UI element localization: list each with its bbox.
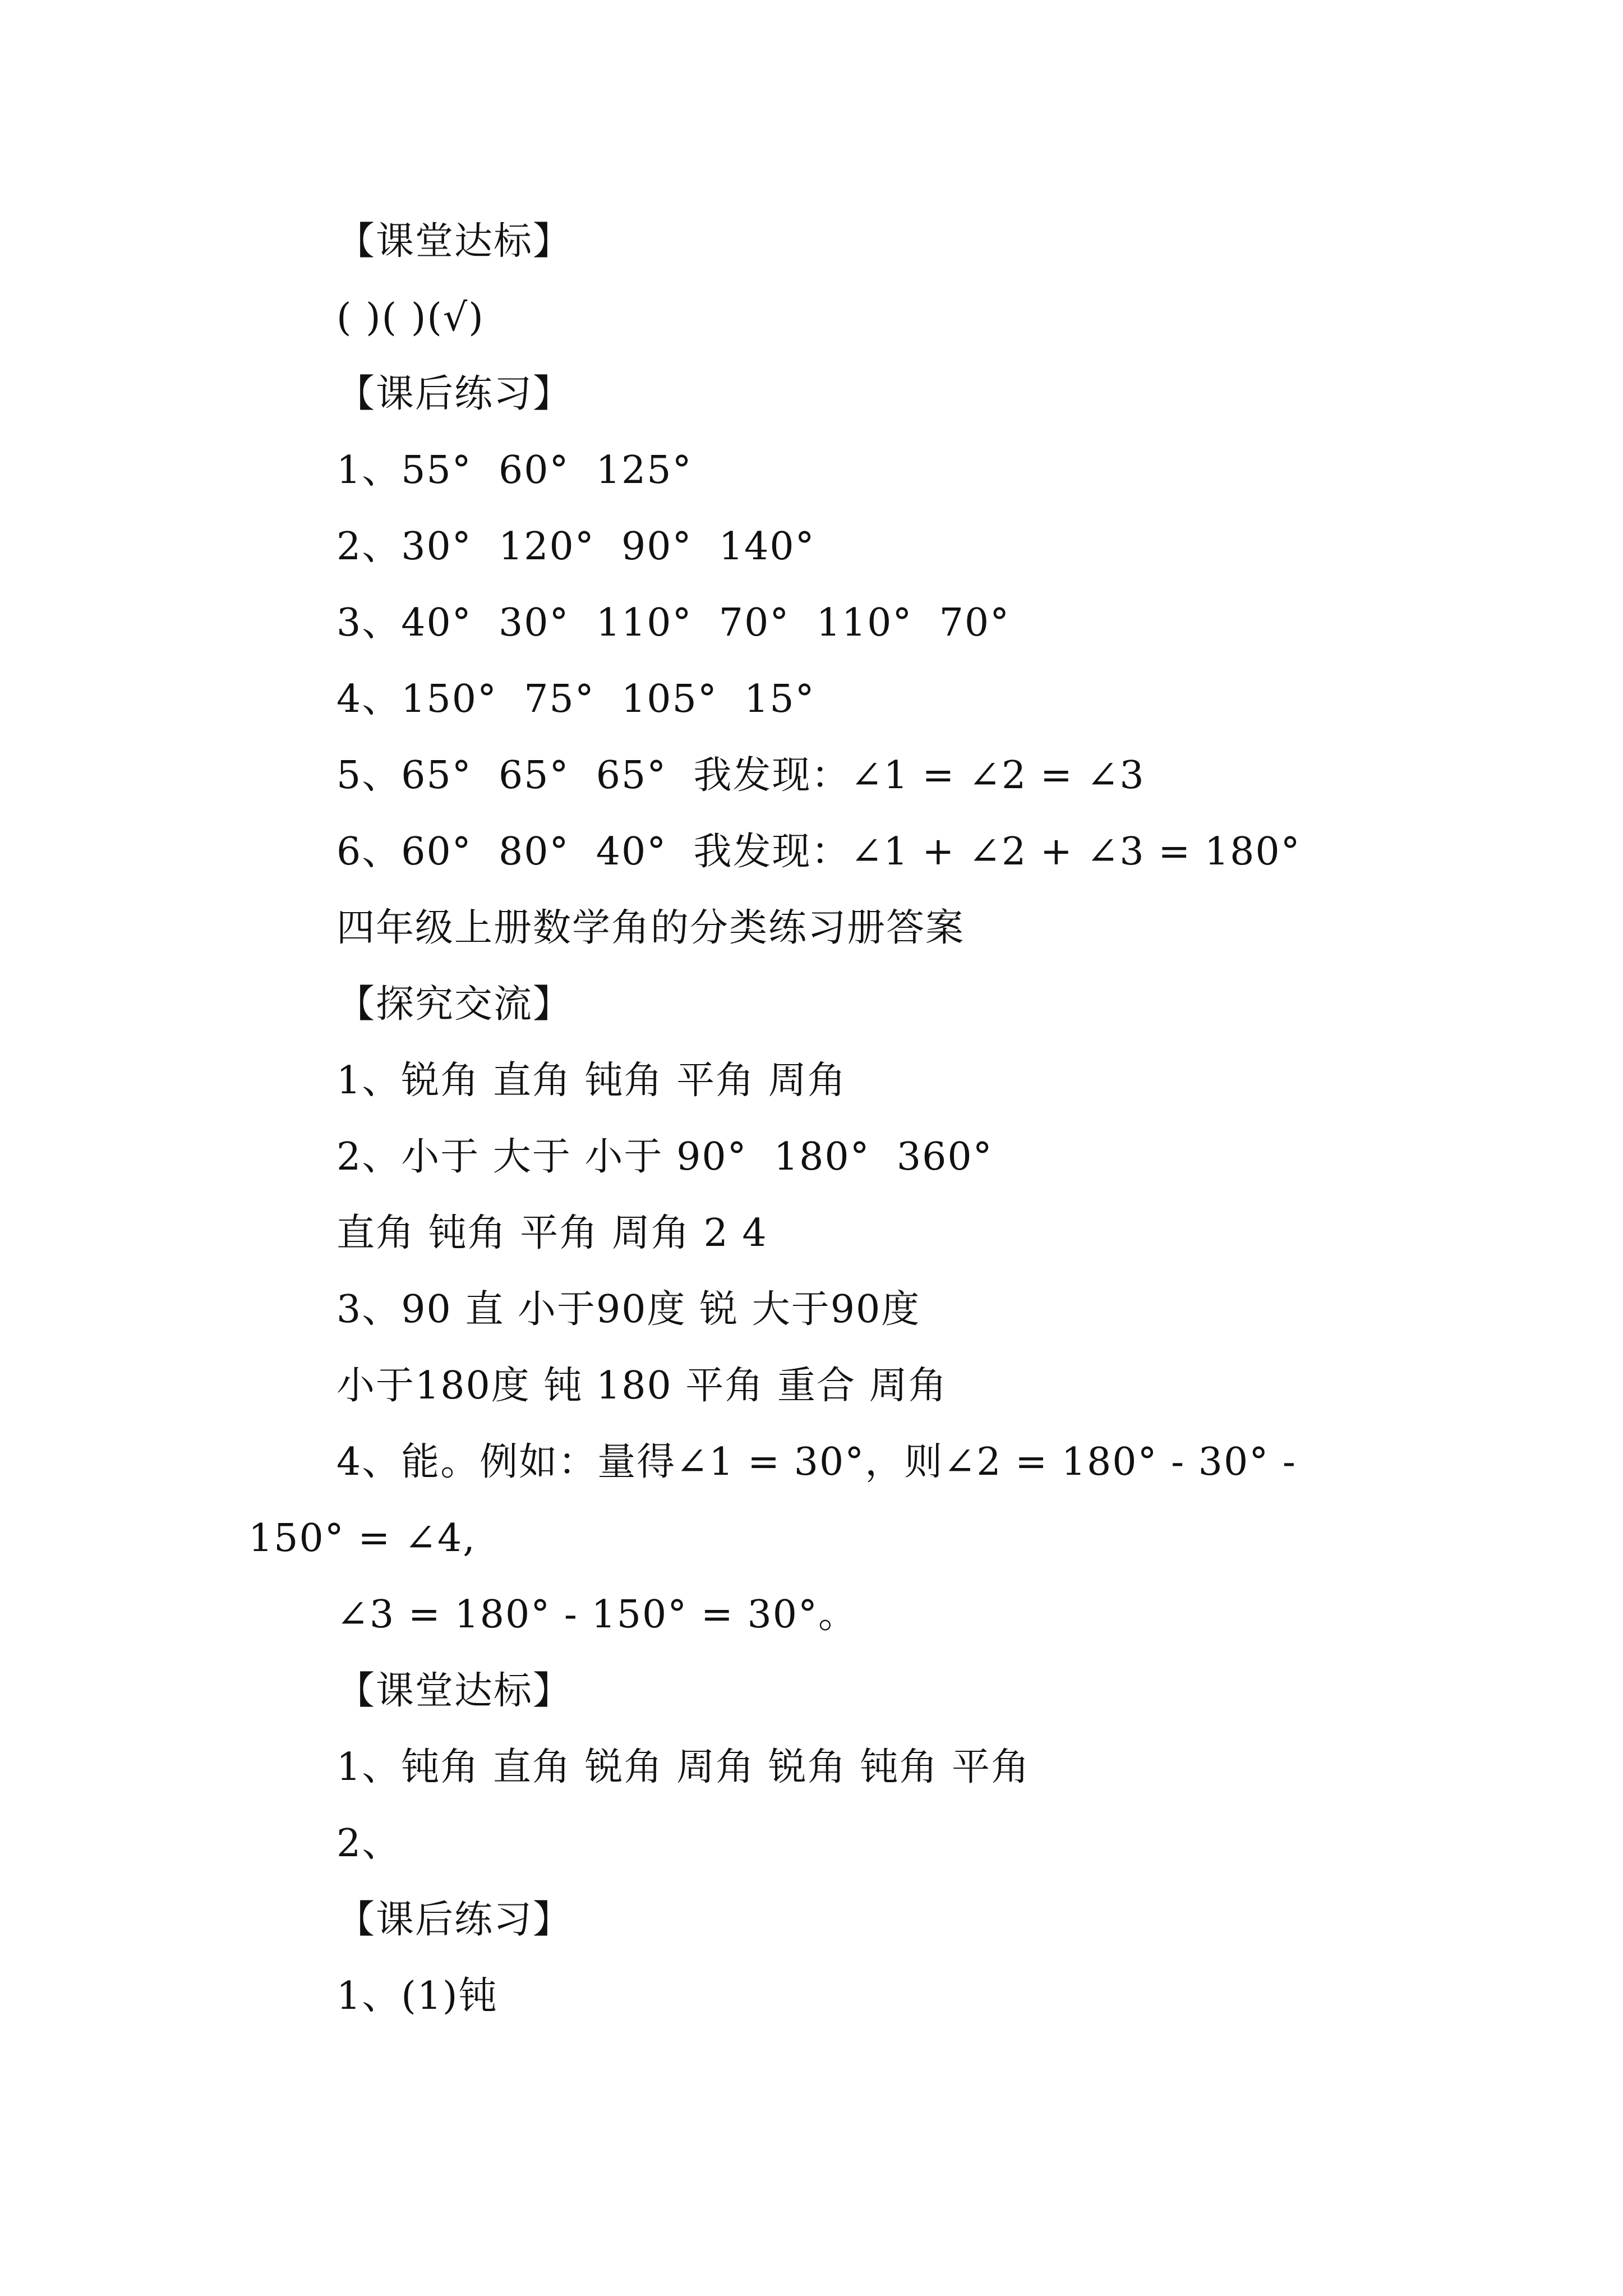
answer-line: 1、55° 60° 125° xyxy=(336,448,693,493)
section-heading-after-class: 【课后练习】 xyxy=(336,372,573,416)
answer-line: 直角 钝角 平角 周角 2 4 xyxy=(336,1211,768,1255)
answer-line: 2、小于 大于 小于 90° 180° 360° xyxy=(336,1135,993,1179)
answer-line: 2、30° 120° 90° 140° xyxy=(336,524,815,569)
answer-line: 6、60° 80° 40° 我发现：∠1 + ∠2 + ∠3 = 180° xyxy=(336,830,1301,874)
answer-line-continued: 150° = ∠4, xyxy=(248,1516,476,1561)
answer-line: 4、150° 75° 105° 15° xyxy=(336,677,815,721)
section-heading-classroom-check: 【课堂达标】 xyxy=(336,219,573,264)
answer-line: 3、40° 30° 110° 70° 110° 70° xyxy=(336,601,1011,645)
document-title: 四年级上册数学角的分类练习册答案 xyxy=(336,906,965,950)
answer-line: 2、 xyxy=(336,1821,402,1866)
answer-line: 1、钝角 直角 锐角 周角 锐角 钝角 平角 xyxy=(336,1745,1030,1789)
answer-line: 1、锐角 直角 钝角 平角 周角 xyxy=(336,1059,847,1103)
section-heading-after-class: 【课后练习】 xyxy=(336,1898,573,1942)
answer-line: ∠3 = 180° - 150° = 30°。 xyxy=(336,1593,857,1637)
answer-line: ( )( )(√) xyxy=(336,296,485,340)
answer-line: 3、90 直 小于90度 锐 大于90度 xyxy=(336,1287,921,1332)
section-heading-explore: 【探究交流】 xyxy=(336,982,573,1027)
answer-line: 1、(1)钝 xyxy=(336,1974,498,2018)
answer-line: 小于180度 钝 180 平角 重合 周角 xyxy=(336,1364,948,1408)
answer-line: 5、65° 65° 65° 我发现：∠1 = ∠2 = ∠3 xyxy=(336,753,1145,798)
section-heading-classroom-check: 【课堂达标】 xyxy=(336,1669,573,1713)
answer-line: 4、能。例如：量得∠1 = 30°，则∠2 = 180° - 30° - xyxy=(336,1440,1297,1484)
